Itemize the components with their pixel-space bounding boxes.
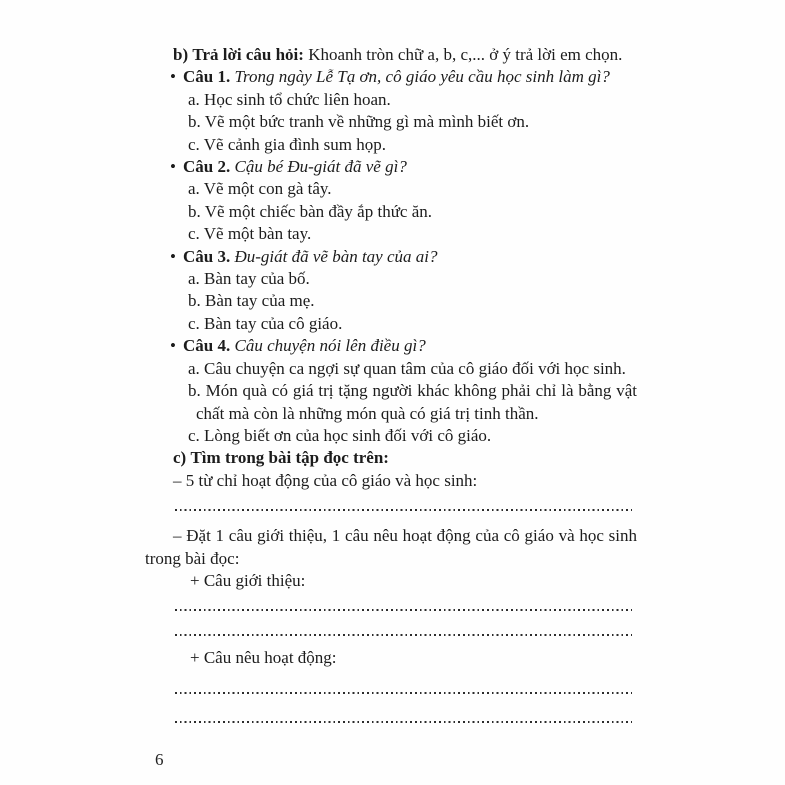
option-row-2b — [145, 201, 637, 223]
question-text: Trong ngày Lễ Tạ ơn, cô giáo yêu cầu học sinh làm gì? — [234, 67, 610, 87]
section-b-label: b) — [173, 45, 189, 64]
sub-activity-label: + Câu nêu hoạt động: — [190, 648, 337, 668]
option-text: Câu chuyện ca ngợi sự quan tâm của cô giáo đối với học sinh. — [204, 358, 626, 378]
bullet-icon: • — [170, 157, 176, 177]
task-make-sentences: – Đặt 1 câu giới thiệu, 1 câu nêu hoạt động của cô giáo và học sinh trong bài đọc: — [145, 526, 637, 568]
section-b-heading — [145, 44, 637, 66]
option-row-2c — [145, 223, 637, 245]
option-letter: b. — [188, 381, 201, 401]
option-row-1a — [145, 89, 637, 111]
option-row-3a — [145, 268, 637, 290]
bullet-icon: • — [170, 67, 176, 87]
question-item-1 — [145, 66, 637, 88]
task-find-activities: – 5 từ chỉ hoạt động của cô giáo và học sinh: — [173, 470, 478, 490]
option-letter: b. — [188, 291, 201, 311]
bullet-icon: • — [170, 336, 176, 356]
option-row-4b — [145, 380, 637, 425]
question-label: Câu 2. — [183, 157, 231, 177]
option-text: Học sinh tổ chức liên hoan. — [204, 89, 391, 109]
option-letter: c. — [188, 313, 200, 333]
answer-blank — [175, 509, 632, 511]
answer-blank — [175, 609, 632, 611]
section-c-title: Tìm trong bài tập đọc trên: — [190, 448, 389, 468]
question-label: Câu 3. — [183, 246, 231, 266]
option-text: Vẽ một chiếc bàn đầy ắp thức ăn. — [204, 201, 432, 221]
option-letter: c. — [188, 224, 200, 244]
option-letter: b. — [188, 201, 201, 221]
content-column — [145, 44, 637, 723]
option-text: Vẽ một bức tranh về những gì mà mình biết ơn. — [204, 112, 530, 132]
option-letter: c. — [188, 425, 200, 445]
option-text: Bàn tay của bố. — [204, 269, 310, 289]
option-text: Vẽ một bàn tay. — [203, 224, 312, 244]
option-letter: c. — [188, 134, 200, 154]
option-row-3b — [145, 290, 637, 312]
option-text: Món quà có giá trị tặng người khác không phải chỉ là bằng vật chất mà còn là những món quà có giá trị tinh thần. — [196, 381, 637, 423]
option-text: Lòng biết ơn của học sinh đối với cô giáo. — [204, 425, 492, 445]
answer-blank — [175, 634, 632, 636]
option-letter: a. — [188, 358, 200, 378]
question-text: Câu chuyện nói lên điều gì? — [234, 336, 426, 356]
option-row-4a — [145, 358, 637, 380]
option-text: Bàn tay của cô giáo. — [204, 313, 343, 333]
option-row-1c — [145, 134, 637, 156]
option-row-2a — [145, 178, 637, 200]
option-row-3c — [145, 313, 637, 335]
section-b-title: Trả lời câu hỏi: — [192, 45, 304, 64]
question-item-4 — [145, 335, 637, 357]
option-row-1b — [145, 111, 637, 133]
sub-intro-label: + Câu giới thiệu: — [190, 570, 306, 590]
option-text: Vẽ cảnh gia đình sum họp. — [203, 134, 386, 154]
section-c-heading — [145, 447, 637, 469]
answer-blank — [175, 721, 632, 723]
option-row-4c — [145, 425, 637, 447]
question-label: Câu 4. — [183, 336, 231, 356]
question-label: Câu 1. — [183, 67, 231, 87]
option-letter: a. — [188, 89, 200, 109]
question-item-2 — [145, 156, 637, 178]
question-text: Đu-giát đã vẽ bàn tay của ai? — [234, 246, 438, 266]
option-text: Bàn tay của mẹ. — [205, 291, 315, 311]
section-c-label: c) — [173, 448, 187, 468]
option-letter: a. — [188, 179, 200, 199]
question-text: Cậu bé Đu-giát đã vẽ gì? — [234, 157, 407, 177]
answer-blank — [175, 692, 632, 694]
page-number: 6 — [155, 750, 164, 769]
question-item-3 — [145, 246, 637, 268]
option-letter: b. — [188, 112, 201, 132]
option-text: Vẽ một con gà tây. — [203, 179, 332, 199]
bullet-icon: • — [170, 246, 176, 266]
option-letter: a. — [188, 269, 200, 289]
section-b-instruction: Khoanh tròn chữ a, b, c,... ở ý trả lời em chọn. — [308, 45, 623, 64]
